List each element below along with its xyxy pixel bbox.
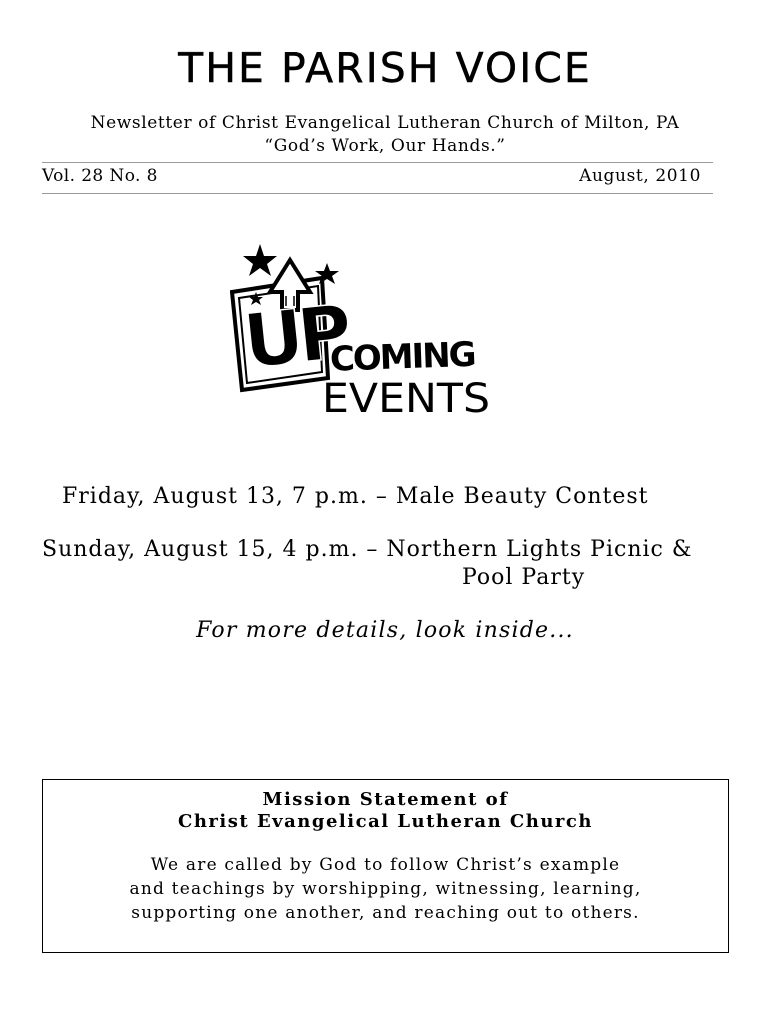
details-note: For more details, look inside... <box>196 618 574 643</box>
mission-body-line1: We are called by God to follow Christ’s example <box>150 855 621 875</box>
header-top-rule <box>42 162 713 163</box>
issue-date: August, 2010 <box>579 166 701 186</box>
header-bottom-rule <box>42 193 713 194</box>
event-male-beauty-contest: Friday, August 13, 7 p.m. – Male Beauty Contest <box>62 484 649 509</box>
star-icon <box>243 244 277 276</box>
newsletter-title: THE PARISH VOICE <box>178 44 592 92</box>
event-picnic-line1: Sunday, August 15, 4 p.m. – Northern Lights Picnic & <box>42 537 693 562</box>
church-motto: “God’s Work, Our Hands.” <box>264 136 506 156</box>
mission-body-line2: and teachings by worshipping, witnessing, learning, <box>129 879 642 899</box>
volume-number: Vol. 28 No. 8 <box>42 166 158 186</box>
mission-body-line3: supporting one another, and reaching out to others. <box>131 903 640 923</box>
logo-up-text: UP <box>239 289 351 386</box>
event-picnic-line2: Pool Party <box>462 565 586 590</box>
mission-statement-box <box>42 779 729 953</box>
mission-title-line2: Christ Evangelical Lutheran Church <box>178 811 593 832</box>
mission-title-line1: Mission Statement of <box>262 789 509 810</box>
upcoming-events-logo <box>230 240 550 420</box>
logo-coming-text: COMING <box>329 334 476 380</box>
logo-events-text: EVENTS <box>322 376 490 420</box>
newsletter-subtitle: Newsletter of Christ Evangelical Lutheran Church of Milton, PA <box>90 113 680 133</box>
